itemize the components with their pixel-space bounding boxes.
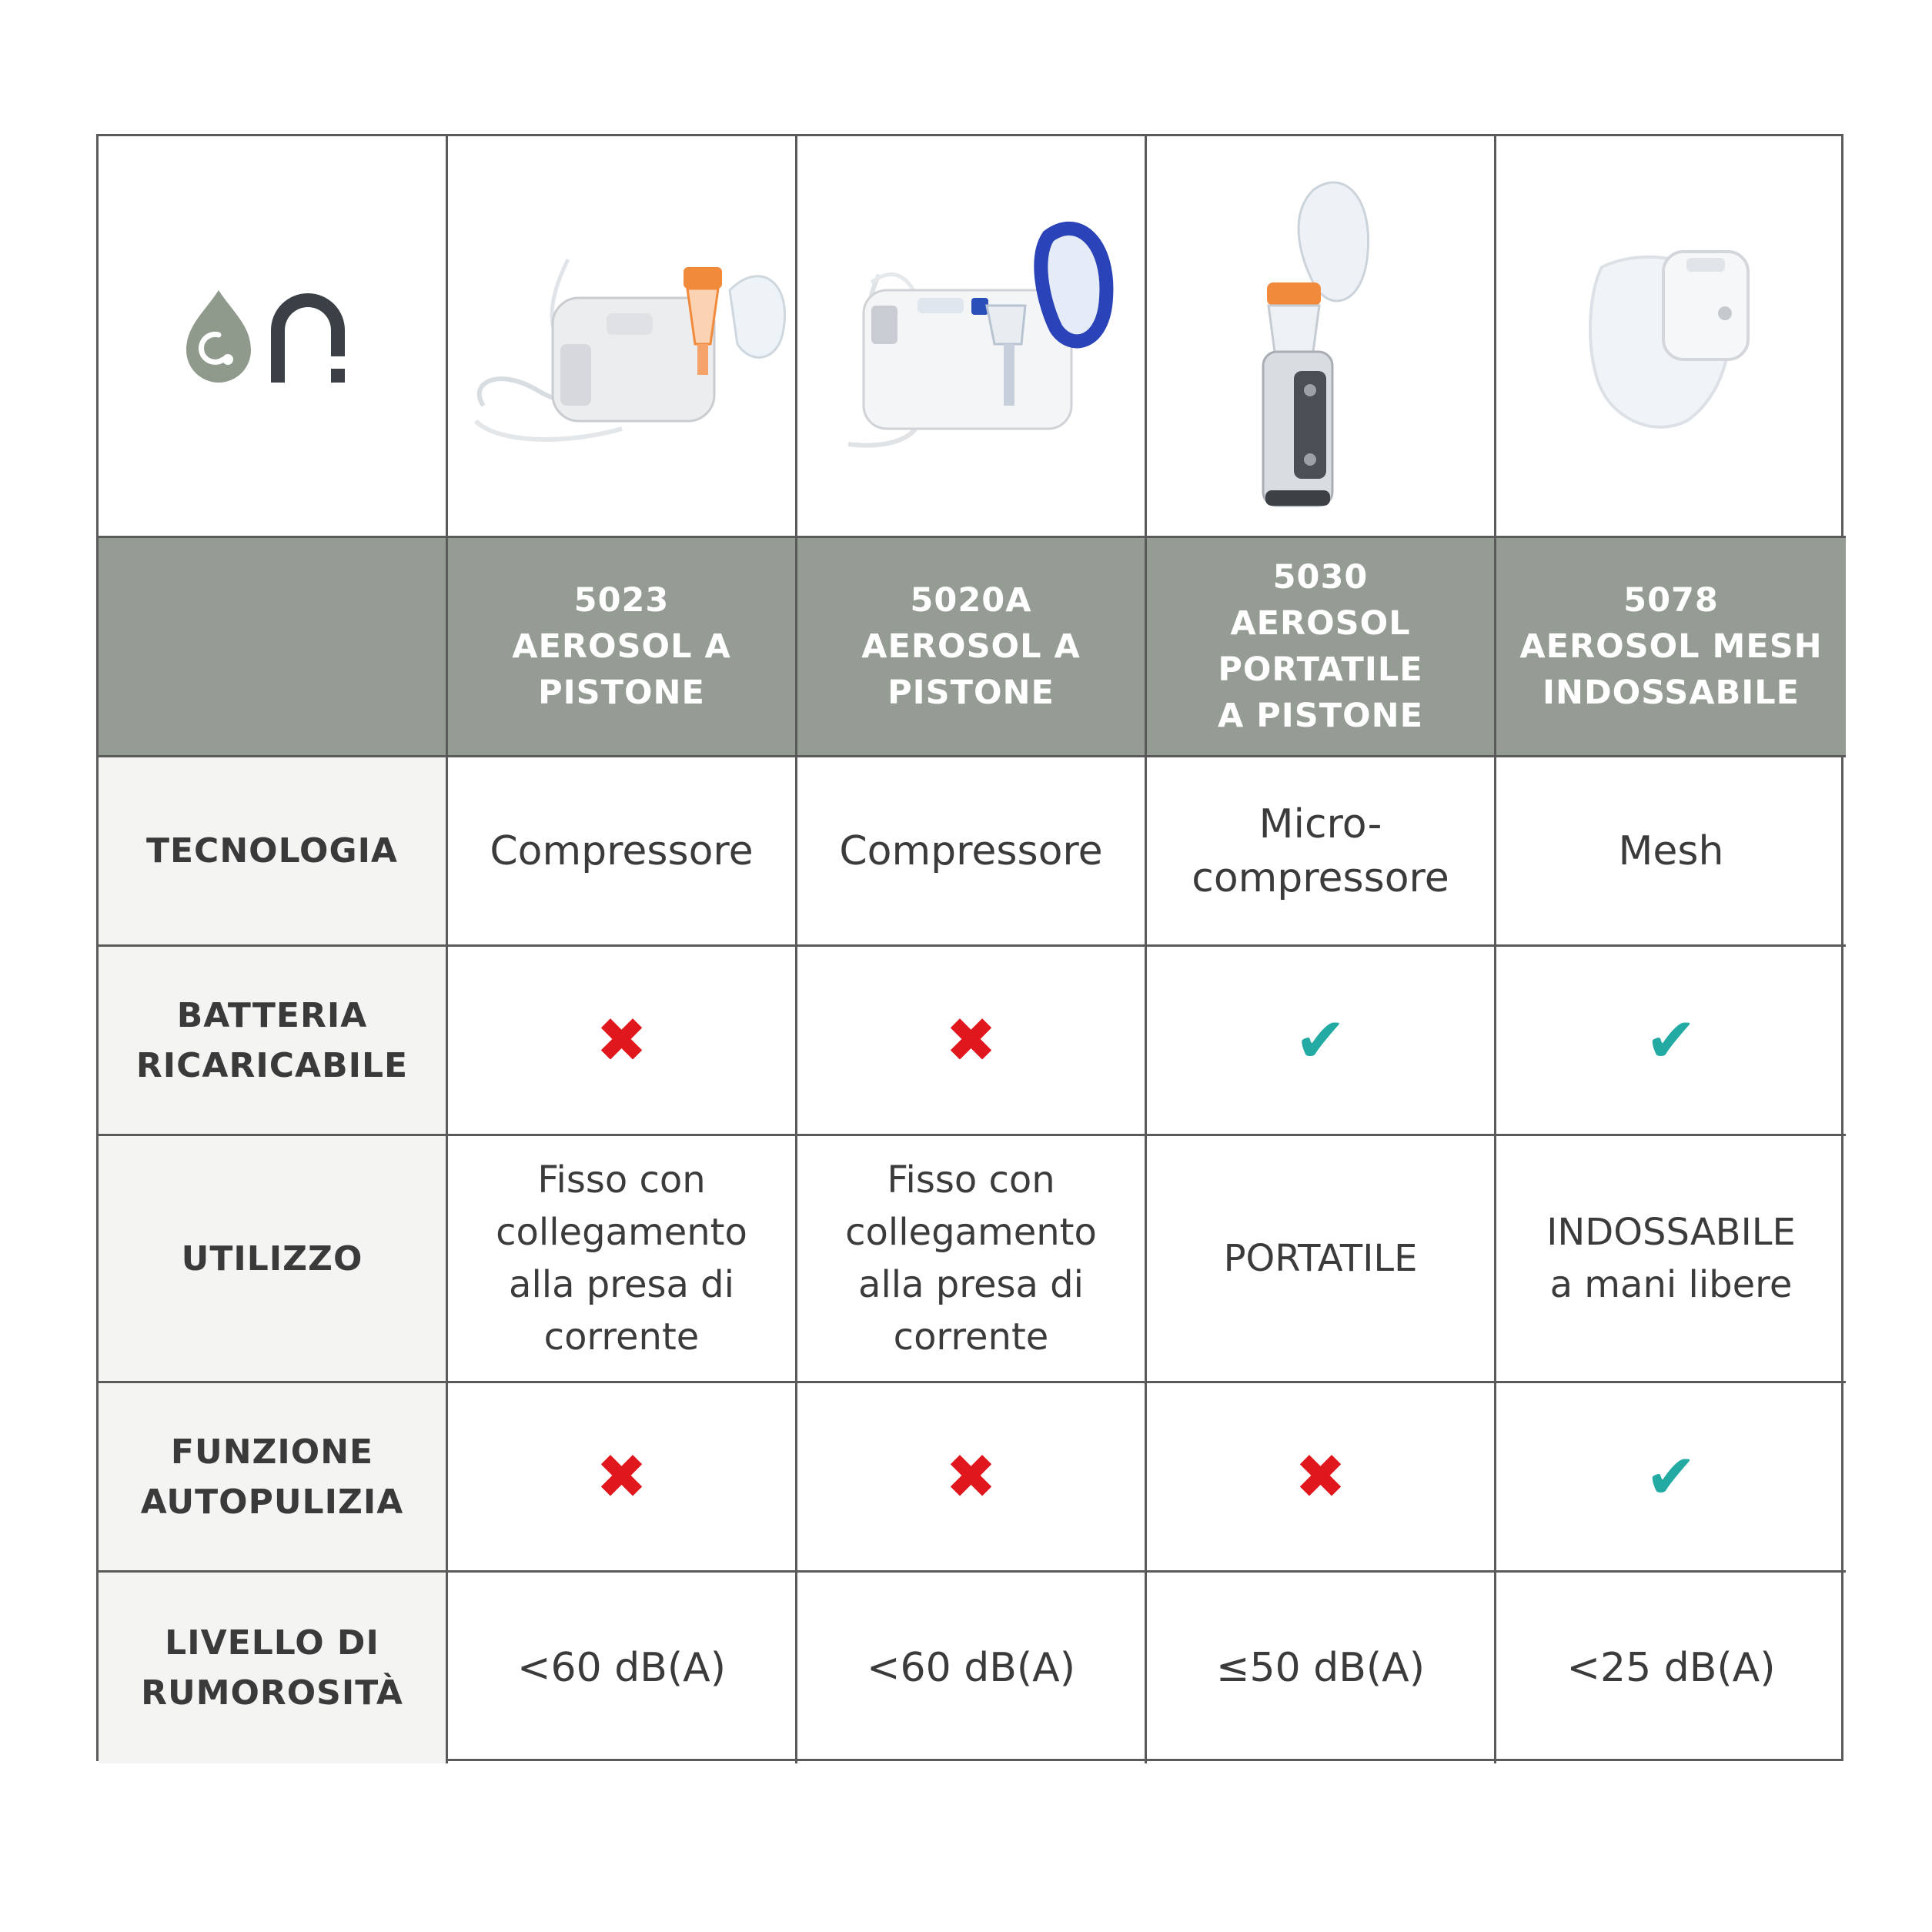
utilizzo-value-4: INDOSSABILE a mani libere bbox=[1496, 1136, 1846, 1383]
product-image-cell-3 bbox=[1147, 136, 1496, 538]
autopulizia-value-4 bbox=[1496, 1383, 1846, 1573]
autopulizia-value-1 bbox=[448, 1383, 797, 1573]
rumorosita-value-4: <25 dB(A) bbox=[1566, 1645, 1776, 1691]
comparison-table bbox=[96, 134, 1843, 1761]
product-image-cell-2 bbox=[797, 136, 1147, 538]
batteria-value-4 bbox=[1496, 947, 1846, 1136]
row-label-batteria: BATTERIA RICARICABILE bbox=[99, 947, 448, 1136]
cross-icon: ✖ bbox=[595, 1440, 648, 1513]
row-label-rumorosita: LIVELLO DI RUMOROSITÀ bbox=[99, 1573, 448, 1763]
tecnologia-value-4: Mesh bbox=[1496, 757, 1846, 947]
wearable-mesh-nebulizer-image bbox=[1571, 236, 1771, 436]
rumorosita-value-1: <60 dB(A) bbox=[448, 1573, 797, 1763]
brand-logo bbox=[180, 282, 365, 390]
tecnologia-value-3: Micro- compressore bbox=[1147, 757, 1496, 947]
product-image-cell-1 bbox=[448, 136, 797, 538]
cross-icon: ✖ bbox=[595, 1004, 648, 1076]
tecnologia-value-1: Compressore bbox=[448, 757, 797, 947]
product-name-2: 5020A AEROSOL A PISTONE bbox=[797, 538, 1147, 757]
batteria-value-2 bbox=[797, 947, 1147, 1136]
check-icon: ✔ bbox=[1645, 1440, 1697, 1513]
product-name-1: 5023 AEROSOL A PISTONE bbox=[448, 538, 797, 757]
check-icon: ✔ bbox=[1294, 1004, 1347, 1076]
row-label-autopulizia: FUNZIONE AUTOPULIZIA bbox=[99, 1383, 448, 1573]
product-name-3: 5030 AEROSOL PORTATILE A PISTONE bbox=[1147, 538, 1496, 757]
check-icon: ✔ bbox=[1645, 1004, 1697, 1076]
batteria-value-3 bbox=[1147, 947, 1496, 1136]
cross-icon: ✖ bbox=[1294, 1440, 1347, 1513]
cross-icon: ✖ bbox=[944, 1004, 998, 1076]
tecnologia-value-2: Compressore bbox=[797, 757, 1147, 947]
row-label-utilizzo: UTILIZZO bbox=[99, 1136, 448, 1383]
rumorosita-value-3: ≤50 dB(A) bbox=[1147, 1573, 1496, 1763]
row-label-tecnologia: TECNOLOGIA bbox=[99, 757, 448, 947]
compressor-nebulizer-blue-mask-image bbox=[802, 198, 1141, 475]
cross-icon: ✖ bbox=[944, 1440, 998, 1513]
brand-logo-cell bbox=[99, 136, 448, 538]
rumorosita-value-2: <60 dB(A) bbox=[797, 1573, 1147, 1763]
compressor-nebulizer-orange-mask-image bbox=[453, 213, 791, 460]
header-corner bbox=[99, 538, 448, 757]
utilizzo-value-1: Fisso con collegamento alla presa di corrente bbox=[448, 1136, 797, 1383]
product-image-cell-4 bbox=[1496, 136, 1846, 538]
utilizzo-value-3: PORTATILE bbox=[1147, 1136, 1496, 1383]
utilizzo-value-2: Fisso con collegamento alla presa di corrente bbox=[797, 1136, 1147, 1383]
portable-nebulizer-image bbox=[1221, 159, 1421, 513]
n-letter-icon bbox=[271, 293, 345, 383]
product-name-4: 5078 AEROSOL MESH INDOSSABILE bbox=[1496, 538, 1846, 757]
batteria-value-1 bbox=[448, 947, 797, 1136]
autopulizia-value-3 bbox=[1147, 1383, 1496, 1573]
autopulizia-value-2 bbox=[797, 1383, 1147, 1573]
